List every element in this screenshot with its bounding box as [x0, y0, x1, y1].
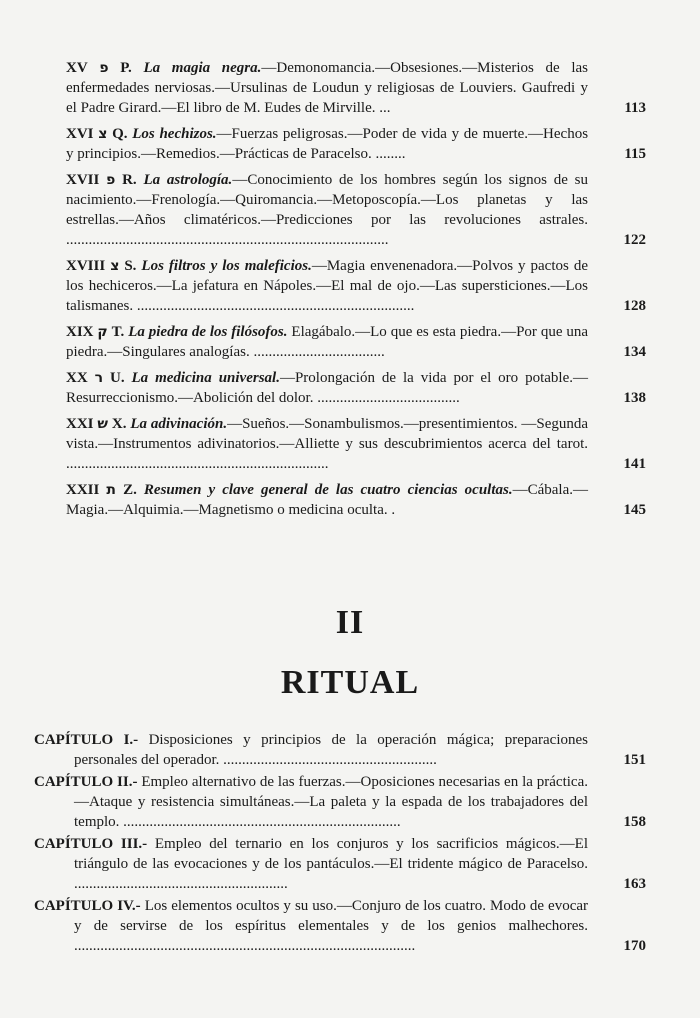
page-number: 170: [623, 938, 646, 954]
chapter-label: CAPÍTULO IV.-: [34, 898, 141, 914]
section-number: II: [335, 604, 365, 641]
page-number: 128: [623, 298, 646, 314]
toc-entry: XV פ P. La magia negra.—Demonomancia.—Obsesiones.—Misterios de las enfermedades nerviosas.—Ursulinas de Loudun y religiosas de Louviers. Gaufredi y el Padre Girard.—El libro de M. Eudes de Mirville. ... 113: [66, 60, 646, 116]
entry-title: Los filtros y los maleficios.: [141, 258, 312, 274]
entry-desc: —Sueños.—Sonambulismos.—presentimientos. —Segunda vista.—Instrumentos adivinatorios.—Alliette y sus descubrimientos acerca del tarot. ......................................................................: [66, 416, 589, 472]
entry-desc: —Prolongación de la vida por el oro potable.—Resurreccionismo.—Abolición del dolor. ......................................: [66, 370, 589, 406]
chapter-label: CAPÍTULO III.-: [34, 836, 148, 852]
chapter-entry: [34, 772, 646, 832]
toc-entry: XXII ת Z. Resumen y clave general de las cuatro ciencias ocultas.—Cábala.—Magia.—Alquimia.—Magnetismo o medicina oculta. . 145: [66, 482, 646, 518]
toc-entry: XVII פ R. La astrología.—Conocimiento de los hombres según los signos de su nacimiento.—Frenología.—Quiromancia.—Metoposcopía.—Los planetas y las estrellas.—Años climatéricos.—Predicciones por las revoluciones astrales. ...................................................................................... 122: [66, 172, 646, 248]
page-number: 138: [623, 390, 646, 406]
page-number: 141: [623, 456, 646, 472]
entry-title: La medicina universal.: [131, 370, 280, 386]
page-number: 115: [624, 146, 646, 162]
page-number: 122: [623, 232, 646, 248]
toc-part-2: [34, 730, 646, 958]
hebrew-letter: צ: [110, 258, 120, 274]
chapter-desc: Disposiciones y principios de la operación mágica; preparaciones personales del operador. .........................................................: [74, 732, 588, 768]
entry-desc: —Cábala.—Magia.—Alquimia.—Magnetismo o medicina oculta. .: [66, 482, 588, 518]
hebrew-letter: ר: [94, 370, 104, 386]
entry-desc: Elagábalo.—Lo que es esta piedra.—Por que una piedra.—Singulares analogías. ...................................: [66, 324, 589, 360]
chapter-entry: [34, 896, 646, 956]
section-title: RITUAL: [280, 664, 420, 701]
hebrew-letter: ק: [97, 324, 108, 340]
page-number: 134: [623, 344, 646, 360]
toc-entry: XIX ק T. La piedra de los filósofos. Elagábalo.—Lo que es esta piedra.—Por que una piedra.—Singulares analogías. ................................... 134: [66, 324, 646, 360]
toc-entry: XXI ש X. La adivinación.—Sueños.—Sonambulismos.—presentimientos. —Segunda vista.—Instrumentos adivinatorios.—Alliette y sus descubrimientos acerca del tarot. ...................................................................... 141: [66, 416, 646, 472]
chapter-label: CAPÍTULO II.-: [34, 774, 138, 790]
page-number: 158: [623, 814, 646, 830]
page-number: 163: [623, 876, 646, 892]
toc-part-1: [66, 58, 646, 526]
chapter-entry: [34, 834, 646, 894]
page-number: 113: [624, 100, 646, 116]
entry-title: Los hechizos.: [132, 126, 217, 142]
page-number: 151: [623, 752, 646, 768]
entry-title: Resumen y clave general de las cuatro ciencias ocultas.: [143, 482, 513, 498]
hebrew-letter: פ: [106, 172, 116, 188]
toc-entry: XVI צ Q. Los hechizos.—Fuerzas peligrosas.—Poder de vida y de muerte.—Hechos y principios.—Remedios.—Prácticas de Paracelso. ........ 115: [66, 126, 646, 162]
entry-desc: —Conocimiento de los hombres según los signos de su nacimiento.—Frenología.—Quiromancia.—Metoposcopía.—Los planetas y las estrellas.—Años climatéricos.—Predicciones por las revoluciones astrales. ......................................................................................: [66, 172, 589, 248]
entry-desc: —Demonomancia.—Obsesiones.—Misterios de las enfermedades nerviosas.—Ursulinas de Loudun y religiosas de Louviers. Gaufredi y el Padre Girard.—El libro de M. Eudes de Mirville. ...: [66, 60, 589, 116]
hebrew-letter: ש: [97, 416, 108, 432]
toc-entry: XVIII צ S. Los filtros y los maleficios.—Magia envenenadora.—Polvos y pactos de los hechiceros.—La jefatura en Nápoles.—El mal de ojo.—Las supersticiones.—Los talismanes. .......................................................................... 128: [66, 258, 646, 314]
chapter-desc: Empleo alternativo de las fuerzas.—Oposiciones necesarias en la práctica.—Ataque y resistencia simultáneas.—La paleta y la espada de los trabajadores del templo. ..........................................................................: [74, 774, 588, 830]
page-number: 145: [623, 502, 646, 518]
entry-title: La astrología.: [143, 172, 233, 188]
entry-desc: —Magia envenenadora.—Polvos y pactos de los hechiceros.—La jefatura en Nápoles.—El mal de ojo.—Las supersticiones.—Los talismanes. ..........................................................................: [66, 258, 589, 314]
hebrew-letter: ת: [106, 482, 116, 498]
entry-desc: —Fuerzas peligrosas.—Poder de vida y de muerte.—Hechos y principios.—Remedios.—Prácticas de Paracelso. ........: [66, 126, 589, 162]
hebrew-letter: צ: [98, 126, 108, 142]
entry-title: La adivinación.: [130, 416, 228, 432]
hebrew-letter: פ: [99, 60, 109, 76]
entry-title: La magia negra.: [143, 60, 262, 76]
chapter-desc: Empleo del ternario en los conjuros y los sacrificios mágicos.—El triángulo de las evocaciones y de los pantáculos.—El tridente mágico de Paracelso. .........................................................: [74, 836, 588, 892]
chapter-desc: Los elementos ocultos y su uso.—Conjuro de los cuatro. Modo de evocar y de servirse de los espíritus elementales y de los genios malhechores. ...........................................................................................: [74, 898, 589, 954]
entry-title: La piedra de los filósofos.: [128, 324, 288, 340]
toc-entry: XX ר U. La medicina universal.—Prolongación de la vida por el oro potable.—Resurreccionismo.—Abolición del dolor. ...................................... 138: [66, 370, 646, 406]
chapter-entry: [34, 730, 646, 770]
chapter-label: CAPÍTULO I.-: [34, 732, 139, 748]
